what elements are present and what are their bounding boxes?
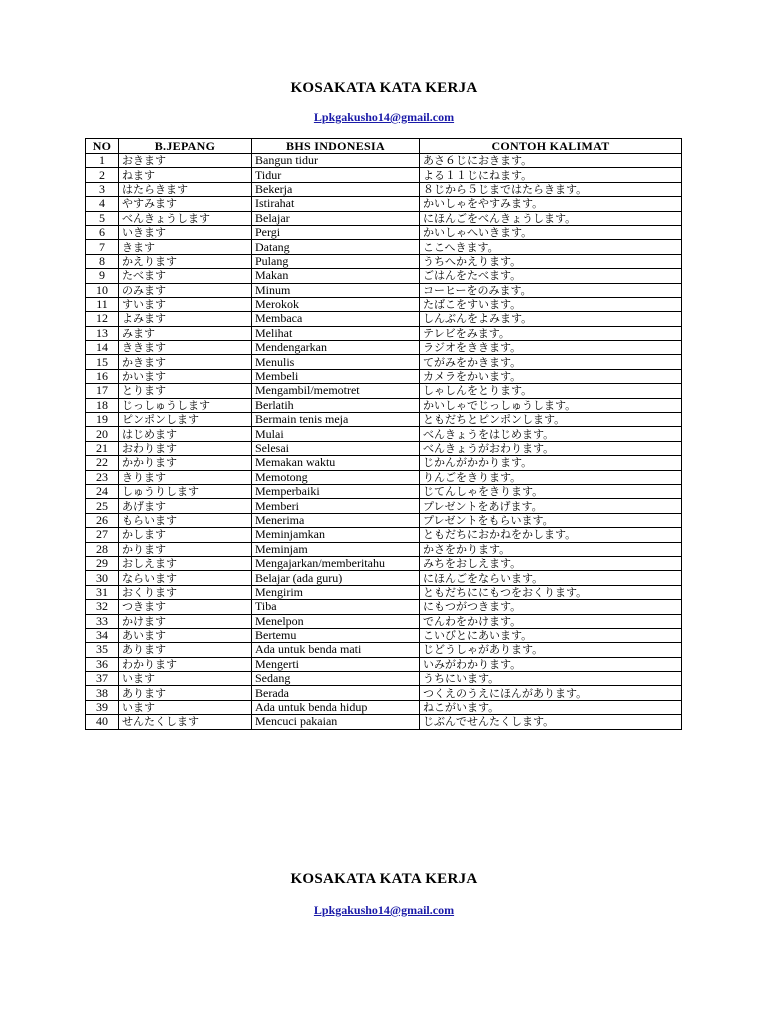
row-number: 28 [86,542,119,556]
japanese-word: いきます [119,225,252,239]
table-row [86,686,682,700]
indonesian-meaning: Bermain tenis meja [252,413,420,427]
row-number: 8 [86,254,119,268]
indonesian-meaning: Selesai [252,441,420,455]
row-number: 24 [86,484,119,498]
indonesian-meaning: Pulang [252,254,420,268]
japanese-word: ねます [119,168,252,182]
indonesian-meaning: Meminjam [252,542,420,556]
japanese-word: つきます [119,600,252,614]
email-link[interactable]: Lpkgakusho14@gmail.com [313,110,455,124]
example-sentence: べんきょうがおわります。 [420,441,682,455]
row-number: 29 [86,556,119,570]
table-row [86,614,682,628]
indonesian-meaning: Mengajarkan/memberitahu [252,556,420,570]
example-sentence: かさをかります。 [420,542,682,556]
table-row [86,413,682,427]
japanese-word: すいます [119,297,252,311]
example-sentence: テレビをみます。 [420,326,682,340]
row-number: 21 [86,441,119,455]
japanese-word: かします [119,528,252,542]
japanese-word: みます [119,326,252,340]
table-row [86,470,682,484]
japanese-word: います [119,700,252,714]
example-sentence: よる１１じにねます。 [420,168,682,182]
table-body [86,154,682,730]
example-sentence: てがみをかきます。 [420,355,682,369]
table-row [86,398,682,412]
japanese-word: かかります [119,456,252,470]
indonesian-meaning: Berlatih [252,398,420,412]
example-sentence: かいしゃでじっしゅうします。 [420,398,682,412]
vocabulary-table [85,138,682,730]
row-number: 35 [86,643,119,657]
column-header-indonesian: BHS INDONESIA [252,139,420,154]
row-number: 1 [86,154,119,168]
example-sentence: いみがわかります。 [420,657,682,671]
indonesian-meaning: Merokok [252,297,420,311]
indonesian-meaning: Mengirim [252,585,420,599]
table-row [86,600,682,614]
column-header-no: NO [86,139,119,154]
page-title: KOSAKATA KATA KERJA [290,80,478,96]
example-sentence: プレゼントをあげます。 [420,499,682,513]
japanese-word: あいます [119,628,252,642]
indonesian-meaning: Belajar [252,211,420,225]
table-row [86,542,682,556]
japanese-word: べんきょうします [119,211,252,225]
indonesian-meaning: Bertemu [252,628,420,642]
row-number: 10 [86,283,119,297]
japanese-word: わかります [119,657,252,671]
japanese-word: かきます [119,355,252,369]
row-number: 5 [86,211,119,225]
row-number: 36 [86,657,119,671]
row-number: 32 [86,600,119,614]
row-number: 12 [86,312,119,326]
table-row [86,643,682,657]
row-number: 37 [86,672,119,686]
indonesian-meaning: Istirahat [252,197,420,211]
indonesian-meaning: Datang [252,240,420,254]
table-row [86,571,682,585]
email-link-repeat[interactable]: Lpkgakusho14@gmail.com [313,903,455,917]
table-row [86,556,682,570]
japanese-word: きります [119,470,252,484]
japanese-word: ピンポンします [119,413,252,427]
indonesian-meaning: Mencuci pakaian [252,715,420,729]
example-sentence: にほんごをならいます。 [420,571,682,585]
indonesian-meaning: Mulai [252,427,420,441]
contact-email-repeat [0,903,768,918]
example-sentence: ともだちにおかねをかします。 [420,528,682,542]
example-sentence: じぶんでせんたくします。 [420,715,682,729]
japanese-word: おわります [119,441,252,455]
row-number: 40 [86,715,119,729]
table-row [86,528,682,542]
row-number: 16 [86,369,119,383]
table-row [86,297,682,311]
table-row [86,672,682,686]
row-number: 7 [86,240,119,254]
indonesian-meaning: Tidur [252,168,420,182]
indonesian-meaning: Memotong [252,470,420,484]
column-header-japanese: B.JEPANG [119,139,252,154]
row-number: 19 [86,413,119,427]
table-row [86,312,682,326]
example-sentence: でんわをかけます。 [420,614,682,628]
contact-email [0,110,768,125]
japanese-word: おきます [119,154,252,168]
row-number: 3 [86,182,119,196]
row-number: 39 [86,700,119,714]
example-sentence: カメラをかいます。 [420,369,682,383]
row-number: 2 [86,168,119,182]
table-row [86,355,682,369]
table-row [86,369,682,383]
japanese-word: あげます [119,499,252,513]
row-number: 34 [86,628,119,642]
japanese-word: せんたくします [119,715,252,729]
example-sentence: じどうしゃがあります。 [420,643,682,657]
row-number: 30 [86,571,119,585]
table-row [86,240,682,254]
japanese-word: のみます [119,283,252,297]
example-sentence: つくえのうえにほんがあります。 [420,686,682,700]
japanese-word: もらいます [119,513,252,527]
row-number: 33 [86,614,119,628]
example-sentence: うちへかえります。 [420,254,682,268]
japanese-word: きます [119,240,252,254]
indonesian-meaning: Mengambil/memotret [252,384,420,398]
example-sentence: じてんしゃをきります。 [420,484,682,498]
row-number: 23 [86,470,119,484]
indonesian-meaning: Meminjamkan [252,528,420,542]
row-number: 38 [86,686,119,700]
japanese-word: とります [119,384,252,398]
japanese-word: よみます [119,312,252,326]
indonesian-meaning: Membeli [252,369,420,383]
column-header-example: CONTOH KALIMAT [420,139,682,154]
indonesian-meaning: Memperbaiki [252,484,420,498]
indonesian-meaning: Memberi [252,499,420,513]
indonesian-meaning: Berada [252,686,420,700]
japanese-word: たべます [119,269,252,283]
table-row [86,283,682,297]
table-row [86,427,682,441]
example-sentence: こいびとにあいます。 [420,628,682,642]
japanese-word: かります [119,542,252,556]
japanese-word: あります [119,643,252,657]
japanese-word: しゅうりします [119,484,252,498]
japanese-word: かいます [119,369,252,383]
row-number: 9 [86,269,119,283]
example-sentence: コーヒーをのみます。 [420,283,682,297]
example-sentence: ともだちににもつをおくります。 [420,585,682,599]
table-row [86,657,682,671]
indonesian-meaning: Membaca [252,312,420,326]
japanese-word: はじめます [119,427,252,441]
japanese-word: ききます [119,341,252,355]
indonesian-meaning: Memakan waktu [252,456,420,470]
example-sentence: ともだちとピンポンします。 [420,413,682,427]
row-number: 20 [86,427,119,441]
example-sentence: しゃしんをとります。 [420,384,682,398]
row-number: 25 [86,499,119,513]
example-sentence: りんごをきります。 [420,470,682,484]
indonesian-meaning: Ada untuk benda hidup [252,700,420,714]
table-row [86,254,682,268]
example-sentence: たばこをすいます。 [420,297,682,311]
row-number: 31 [86,585,119,599]
table-row [86,168,682,182]
table-row [86,585,682,599]
japanese-word: やすみます [119,197,252,211]
example-sentence: あさ６じにおきます。 [420,154,682,168]
table-row [86,225,682,239]
example-sentence: ごはんをたべます。 [420,269,682,283]
indonesian-meaning: Melihat [252,326,420,340]
table-row [86,182,682,196]
example-sentence: みちをおしえます。 [420,556,682,570]
table-row [86,628,682,642]
indonesian-meaning: Bangun tidur [252,154,420,168]
indonesian-meaning: Menerima [252,513,420,527]
page-title-repeat: KOSAKATA KATA KERJA [290,871,478,887]
japanese-word: おしえます [119,556,252,570]
indonesian-meaning: Ada untuk benda mati [252,643,420,657]
row-number: 14 [86,341,119,355]
japanese-word: かけます [119,614,252,628]
indonesian-meaning: Bekerja [252,182,420,196]
table-row [86,269,682,283]
example-sentence: じかんがかかります。 [420,456,682,470]
row-number: 4 [86,197,119,211]
indonesian-meaning: Minum [252,283,420,297]
row-number: 13 [86,326,119,340]
example-sentence: にもつがつきます。 [420,600,682,614]
row-number: 22 [86,456,119,470]
indonesian-meaning: Pergi [252,225,420,239]
table-row [86,326,682,340]
example-sentence: にほんごをべんきょうします。 [420,211,682,225]
example-sentence: かいしゃへいきます。 [420,225,682,239]
indonesian-meaning: Tiba [252,600,420,614]
indonesian-meaning: Menelpon [252,614,420,628]
example-sentence: べんきょうをはじめます。 [420,427,682,441]
row-number: 18 [86,398,119,412]
row-number: 15 [86,355,119,369]
japanese-word: ならいます [119,571,252,585]
example-sentence: ８じから５じまではたらきます。 [420,182,682,196]
indonesian-meaning: Menulis [252,355,420,369]
japanese-word: あります [119,686,252,700]
example-sentence: うちにいます。 [420,672,682,686]
table-row [86,197,682,211]
row-number: 26 [86,513,119,527]
indonesian-meaning: Sedang [252,672,420,686]
japanese-word: かえります [119,254,252,268]
table-header-row [86,139,682,154]
example-sentence: しんぶんをよみます。 [420,312,682,326]
row-number: 6 [86,225,119,239]
indonesian-meaning: Belajar (ada guru) [252,571,420,585]
japanese-word: じっしゅうします [119,398,252,412]
japanese-word: います [119,672,252,686]
table-row [86,456,682,470]
example-sentence: ラジオをききます。 [420,341,682,355]
row-number: 27 [86,528,119,542]
japanese-word: はたらきます [119,182,252,196]
table-row [86,700,682,714]
table-row [86,211,682,225]
row-number: 11 [86,297,119,311]
example-sentence: ねこがいます。 [420,700,682,714]
table-row [86,513,682,527]
table-row [86,341,682,355]
table-row [86,441,682,455]
indonesian-meaning: Mengerti [252,657,420,671]
table-row [86,499,682,513]
example-sentence: プレゼントをもらいます。 [420,513,682,527]
table-row [86,484,682,498]
indonesian-meaning: Mendengarkan [252,341,420,355]
example-sentence: かいしゃをやすみます。 [420,197,682,211]
table-row [86,154,682,168]
row-number: 17 [86,384,119,398]
indonesian-meaning: Makan [252,269,420,283]
table-row [86,715,682,729]
example-sentence: ここへきます。 [420,240,682,254]
table-row [86,384,682,398]
japanese-word: おくります [119,585,252,599]
